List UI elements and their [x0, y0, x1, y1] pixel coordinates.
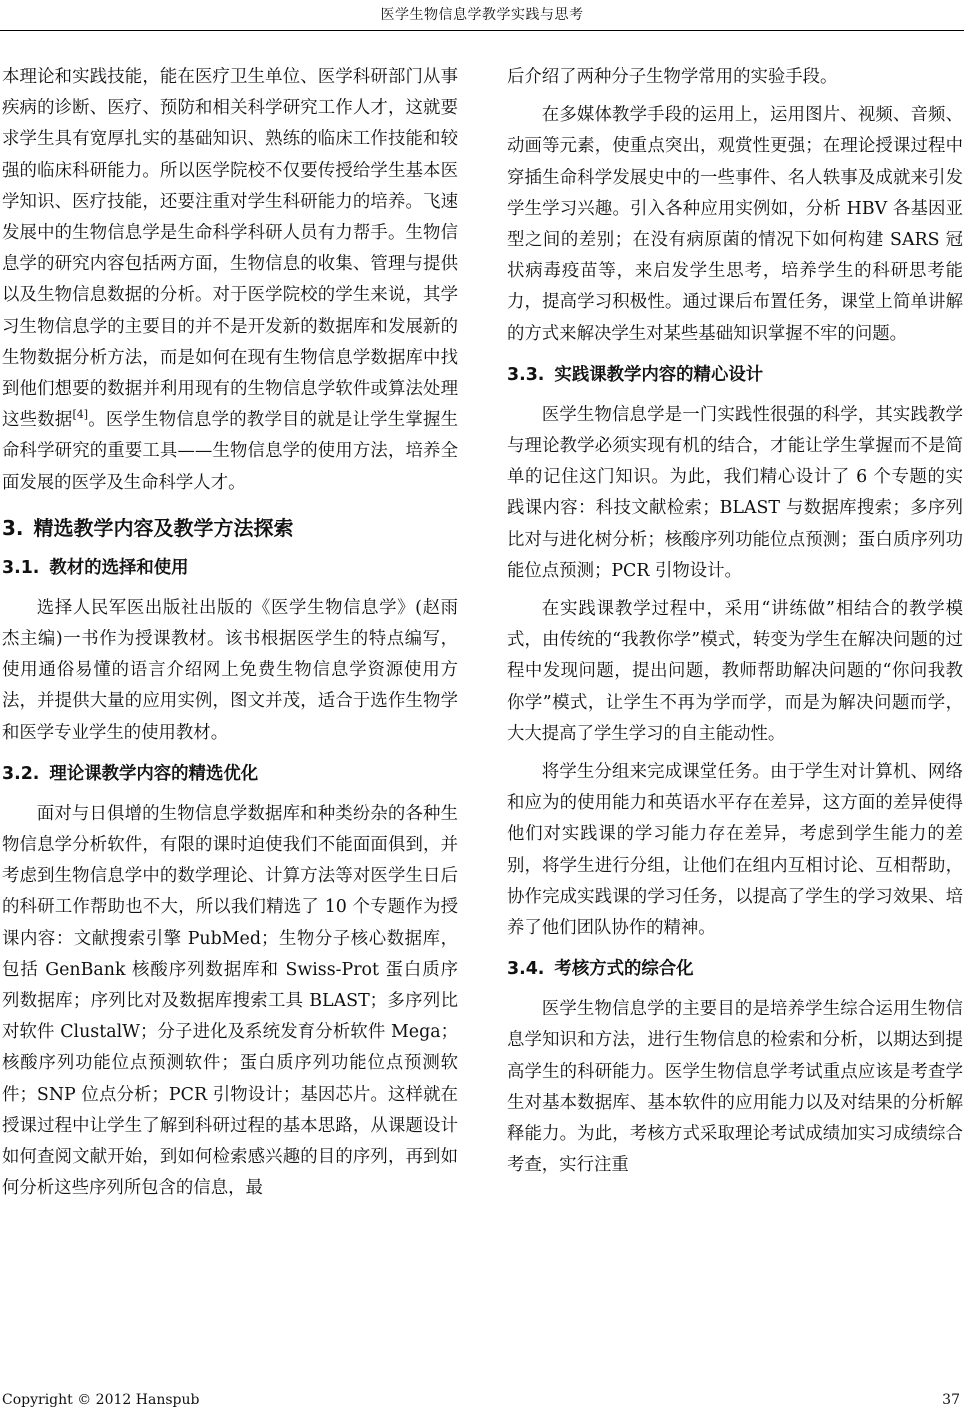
running-header: 医学生物信息学教学实践与思考 [380, 7, 584, 23]
paragraph-group-work: 将学生分组来完成课堂任务。由于学生对计算机、网络和应为的使用能力和英语水平存在差异，这方面的差异使得他们对实践课的学习能力存在差异，考虑到学生能力的差别，将学生进行分组，让他们在组内互相讨论、互相帮助，协作完成实践课的学习任务，以提高了学生的学习效果、培养了他们团队协作的精神。 [507, 762, 963, 939]
paragraph-assessment: 医学生物信息学的主要目的是培养学生综合运用生物信息学知识和方法，进行生物信息的检索和分析，以期达到提高学生的科研能力。医学生物信息学考试重点应该是考查学生对基本数据库、基本软件的应用能力以及对结果的分析解释能力。为此，考核方式采取理论考试成绩加实习成绩综合考查，实行注重 [507, 999, 963, 1176]
subsection-heading-3-3 [507, 360, 963, 390]
paragraph-multimedia: 在多媒体教学手段的运用上，运用图片、视频、音频、动画等元素，使重点突出，观赏性更强；在理论授课过程中穿插生命科学发展史中的一些事件、名人轶事及成就来引发学生学习兴趣。引入各种应用实例如，分析 HBV 各基因亚型之间的差别；在没有病原菌的情况下如何构建 SARS 冠状病毒疫苗等，来启发学生思考，培养学生的科研思考能力，提高学习积极性。通过课后布置任务，课堂上简单讲解的方式来解决学生对某些基础知识掌握不牢的问题。 [507, 105, 963, 344]
subsection-heading-3-1 [2, 553, 458, 583]
paragraph-text: 本理论和实践技能，能在医疗卫生单位、医学科研部门从事疾病的诊断、医疗、预防和相关科学研究工作人才，这就要求学生具有宽厚扎实的基础知识、熟练的临床工作技能和较强的临床科研能力。所以医学院校不仅要传授给学生基本医学知识、医疗技能，还要注重对学生科研能力的培养。飞速发展中的生物信息学是生命科学科研人员有力帮手。生物信息学的研究内容包括两方面，生物信息的收集、管理与提供以及生物信息数据的分析。对于医学院校的学生来说，其学习生物信息学的主要目的并不是开发新的数据库和发展新的生物数据分析方法，而是如何在现有生物信息学数据库中找到他们想要的数据并利用现有的生物信息学软件或算法处理这些数据 [2, 67, 458, 431]
citation-ref[interactable]: [4] [72, 408, 89, 422]
page-footer [0, 1392, 964, 1412]
paragraph-continued: 后介绍了两种分子生物学常用的实验手段。 [507, 67, 838, 87]
paragraph-teaching-mode: 在实践课教学过程中，采用“讲练做”相结合的教学模式，由传统的“我教你学”模式，转变为学生在解决问题的过程中发现问题，提出问题，教师帮助解决问题的“你问我教你学”模式，让学生不再为学而学，而是为解决问题而学，大大提高了学生学习的自主能动性。 [507, 599, 963, 744]
section-number: 3.1. [2, 557, 40, 578]
copyright-notice: Copyright © 2012 Hanspub [2, 1392, 200, 1408]
section-number: 3. [2, 515, 24, 540]
paragraph-practice-design: 医学生物信息学是一门实践性很强的科学，其实践教学与理论教学必须实现有机的结合，才能让学生掌握而不是简单的记住这门知识。为此，我们精心设计了 6 个专题的实践课内容：科技文献检索；BLAST 与数据库搜索；多序列比对与进化树分析；核酸序列功能位点预测；蛋白质序列功能位点预测；PCR 引物设计。 [507, 404, 963, 581]
paragraph-textbook: 选择人民军医出版社出版的《医学生物信息学》(赵雨杰主编)一书作为授课教材。该书根据医学生的特点编写，使用通俗易懂的语言介绍网上免费生物信息学资源使用方法，并提供大量的应用实例，图文并茂，适合于选作生物学和医学专业学生的使用教材。 [2, 597, 458, 743]
section-title: 考核方式的综合化 [554, 959, 694, 980]
section-title: 实践课教学内容的精心设计 [554, 364, 764, 385]
section-number: 3.3. [507, 364, 545, 385]
right-column [507, 62, 963, 1189]
section-number: 3.2. [2, 763, 40, 784]
page-number: 37 [942, 1392, 960, 1408]
subsection-heading-3-2 [2, 759, 458, 789]
paragraph-text: 。医学生物信息学的教学目的就是让学生掌握生命科学研究的重要工具——生物信息学的使用方法，培养全面发展的医学及生命科学人才。 [2, 410, 458, 493]
left-column [2, 62, 458, 1212]
section-title: 理论课教学内容的精选优化 [49, 763, 259, 784]
section-title: 教材的选择和使用 [49, 557, 189, 578]
section-heading-3 [2, 513, 458, 543]
paragraph-theory-content: 面对与日俱增的生物信息学数据库和种类纷杂的各种生物信息学分析软件，有限的课时迫使我们不能面面俱到，并考虑到生物信息学中的数学理论、计算方法等对医学生日后的科研工作帮助也不大，所以我们精选了 10 个专题作为授课内容：文献搜索引擎 PubMed；生物分子核心数据库，包括 GenBank 核酸序列数据库和 Swiss-Prot 蛋白质序列数据库；序列比对及数据库搜索工具 BLAST；多序列比对软件 ClustalW；分子进化及系统发育分析软件 Mega；核酸序列功能位点预测软件；蛋白质序列功能位点预测软件；SNP 位点分析；PCR 引物设计；基因芯片。这样就在授课过程中让学生了解到科研过程的基本思路，从课题设计如何查阅文献开始，到如何检索感兴趣的目的序列，再到如何分析这些序列所包含的信息，最 [2, 803, 458, 1199]
section-title: 精选教学内容及教学方法探索 [33, 515, 294, 540]
subsection-heading-3-4 [507, 954, 963, 984]
section-number: 3.4. [507, 959, 545, 980]
paragraph-intro-continued [2, 62, 458, 499]
header-rule [0, 30, 964, 31]
